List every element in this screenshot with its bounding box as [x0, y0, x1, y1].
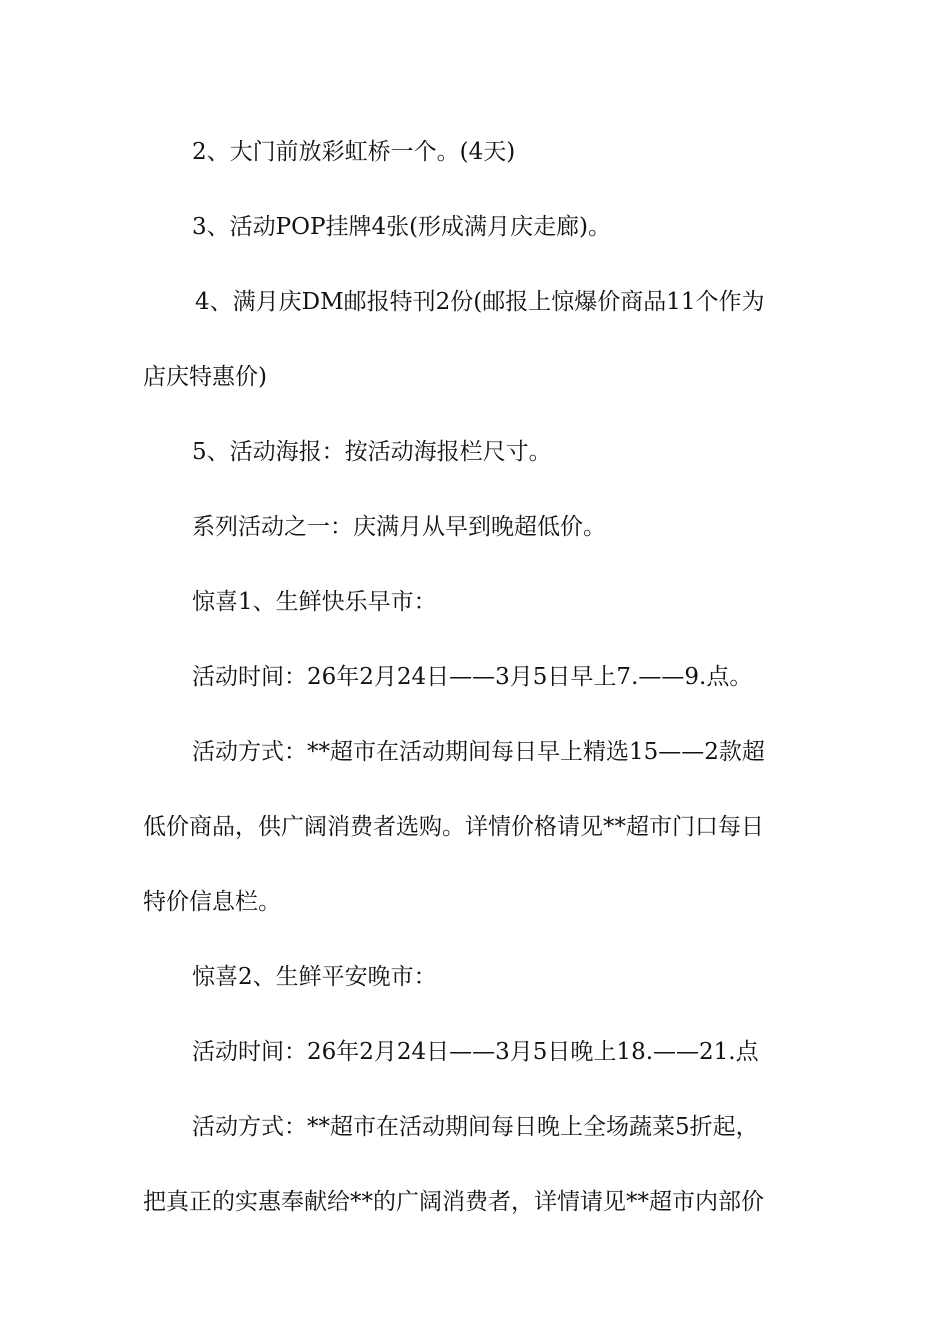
text-line-item-3: 3、活动POP挂牌4张(形成满月庆走廊)。 — [192, 214, 612, 240]
text-line-method-1-cont: 低价商品，供广阔消费者选购。详情价格请见**超市门口每日 — [143, 814, 764, 840]
text-line-item-4-cont: 店庆特惠价) — [143, 364, 267, 390]
text-line-surprise-1: 惊喜1、生鲜快乐早市： — [192, 589, 437, 615]
text-line-method-1-end: 特价信息栏。 — [143, 889, 281, 915]
text-line-item-5: 5、活动海报：按活动海报栏尺寸。 — [192, 439, 552, 465]
text-line-item-2: 2、大门前放彩虹桥一个。(4天) — [192, 139, 516, 165]
text-line-item-4: 4、满月庆DM邮报特刊2份(邮报上惊爆价商品11个作为 — [195, 289, 765, 315]
text-line-method-1: 活动方式：**超市在活动期间每日早上精选15——2款超 — [192, 739, 765, 765]
text-line-method-2: 活动方式：**超市在活动期间每日晚上全场蔬菜5折起， — [192, 1114, 759, 1140]
text-line-method-2-cont: 把真正的实惠奉献给**的广阔消费者，详情请见**超市内部价 — [143, 1189, 764, 1215]
text-line-series-heading: 系列活动之一：庆满月从早到晚超低价。 — [192, 514, 606, 540]
text-line-time-2: 活动时间：26年2月24日——3月5日晚上18.——21.点 — [192, 1039, 759, 1065]
text-line-time-1: 活动时间：26年2月24日——3月5日早上7.——9.点。 — [192, 664, 753, 690]
text-line-surprise-2: 惊喜2、生鲜平安晚市： — [192, 964, 437, 990]
